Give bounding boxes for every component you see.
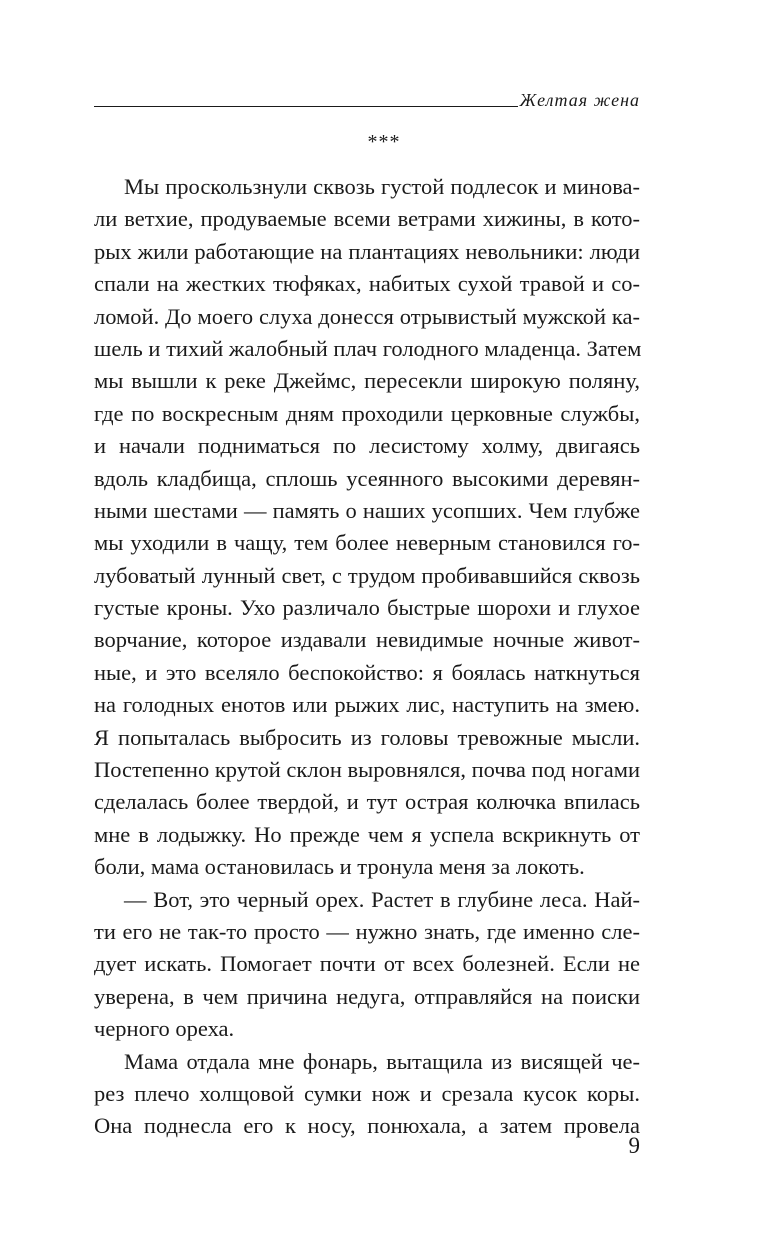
section-separator: *** [367, 131, 401, 153]
text-line: боли, мама остановилась и тронула меня за локоть. [94, 854, 585, 880]
text-line: мы уходили в чащу, тем более неверным становился го- [94, 530, 640, 556]
text-line: Мы проскользнули сквозь густой подлесок и минова- [124, 174, 640, 199]
text-line: спали на жестких тюфяках, набитых сухой травой и со- [94, 271, 640, 297]
text-line: шель и тихий жалобный плач голодного младенца. Затем [94, 335, 642, 361]
text-line: и начали подниматься по лесистому холму, двигаясь [94, 433, 640, 459]
text-line: рез плечо холщовой сумки нож и срезала кусок коры. [94, 1080, 640, 1106]
text-line: где по воскресным дням проходили церковные службы, [94, 400, 640, 426]
text-line: ные, и это вселяло беспокойство: я боялась наткнуться [94, 659, 640, 685]
text-line: — Вот, это черный орех. Растет в глубине леса. Най- [124, 886, 640, 912]
text-line: Я попыталась выбросить из головы тревожные мысли. [94, 724, 640, 750]
text-line: на голодных енотов или рыжих лис, наступить на змею. [94, 692, 640, 718]
running-title: Желтая жена [519, 90, 640, 110]
text-line: сделалась более твердой, и тут острая колючка впилась [94, 789, 640, 815]
header-rule [94, 106, 518, 107]
text-line: ными шестами — память о наших усопших. Чем глубже [94, 497, 640, 523]
text-line: Мама отдала мне фонарь, вытащила из висящей че- [124, 1048, 640, 1074]
body-text [94, 171, 640, 1143]
text-line: ломой. До моего слуха донесся отрывистый мужской ка- [94, 303, 640, 329]
text-line: Постепенно крутой склон выровнялся, почва под ногами [94, 757, 641, 783]
text-line: Она поднесла его к носу, понюхала, а затем провела [94, 1113, 640, 1139]
text-line: густые кроны. Ухо различало быстрые шорохи и глухое [94, 595, 640, 621]
text-line: мы вышли к реке Джеймс, пересекли широкую поляну, [94, 368, 640, 394]
text-line: черного ореха. [94, 1016, 235, 1042]
text-line: дует искать. Помогает почти от всех болезней. Если не [94, 951, 640, 977]
page-number: 9 [628, 1133, 640, 1158]
text-line: ворчание, которое издавали невидимые ночные живот- [94, 627, 640, 653]
text-line: уверена, в чем причина недуга, отправляйся на поиски [94, 983, 640, 1009]
text-line: рых жили работающие на плантациях невольники: люди [94, 238, 640, 264]
text-line: ти его не так-то просто — нужно знать, где именно сле- [94, 918, 640, 944]
text-line: ли ветхие, продуваемые всеми ветрами хижины, в кото- [94, 206, 640, 232]
text-line: вдоль кладбища, сплошь усеянного высокими деревян- [94, 465, 640, 491]
text-line: лубоватый лунный свет, с трудом пробивавшийся сквозь [94, 562, 640, 588]
running-header [94, 88, 640, 114]
text-line: мне в лодыжку. Но прежде чем я успела вскрикнуть от [94, 821, 640, 847]
